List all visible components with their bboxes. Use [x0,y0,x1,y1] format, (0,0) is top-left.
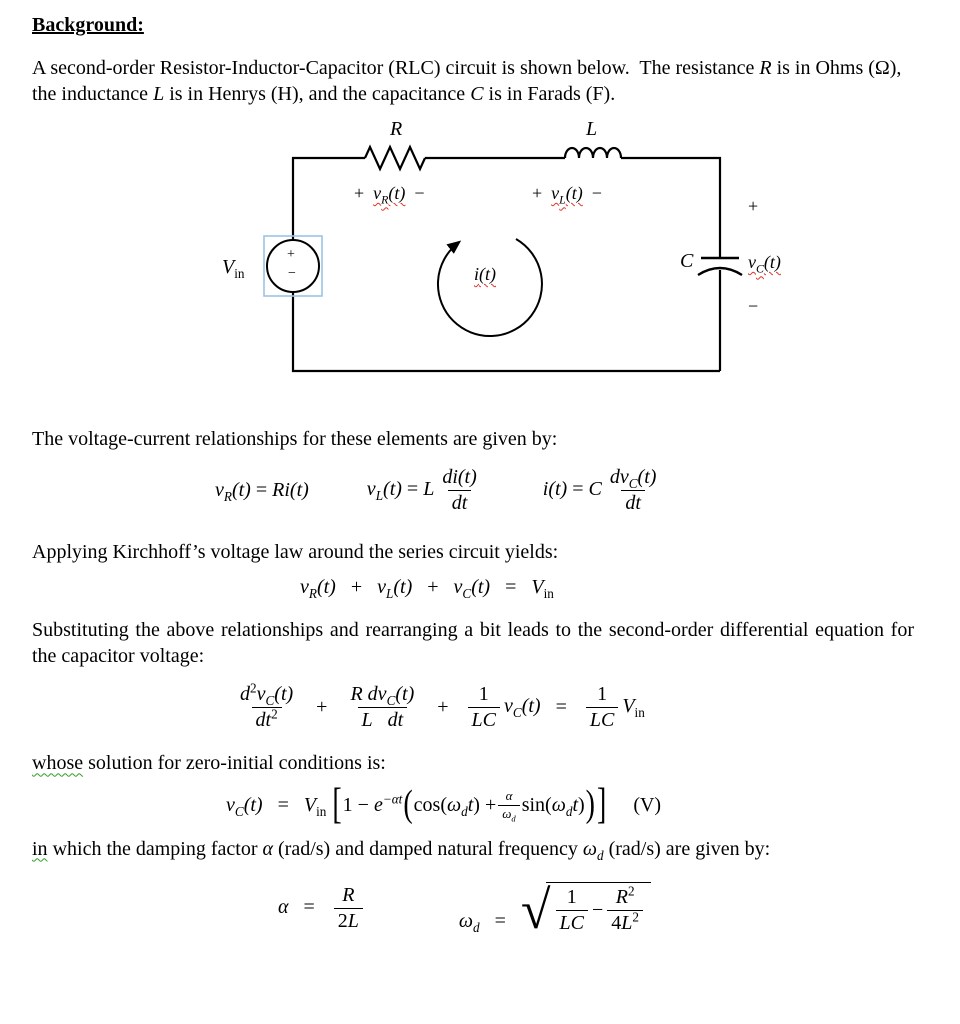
circuit-svg [215,130,795,392]
alpha-equation: α = $\frac{R}{2L}$ [278,884,367,933]
fraction: $\frac{1}{LC}$ [586,683,618,732]
eq-capacitor [543,466,665,515]
square-root [520,879,651,940]
volts-unit: (V) [633,793,662,816]
right-paren: ) [585,783,595,826]
page-title: Background: [32,14,144,36]
loop-current-label: i(t) [474,263,497,284]
omega-equation: $\omega_d$ = √ $\frac{1}{LC}$ − $\frac{R^2}{4L^2}$ [459,882,651,935]
fraction: $\frac{di(t)}{dt}$ [442,466,477,515]
text-kvl: Applying Kirchhoff’s voltage law around the series circuit yields: [32,541,559,564]
radical-sign: √ [520,879,551,940]
kvl-equation [32,576,920,599]
text-damping: in which the damping factor α (rad/s) and damped natural frequency $\omega_d$ (rad/s) are given by: [32,837,771,863]
right-square-bracket: ] [597,780,607,829]
plus-operator: + [437,696,449,719]
element-equations [32,466,920,515]
capacitor-voltage-label: $v_C(t)$ [748,251,781,276]
ode-term2: $\frac{R dv_C(t)}{\text{L dt}}$ [350,683,415,732]
capacitor-label: C [680,249,694,272]
left-square-bracket: [ [332,780,342,829]
current-loop-arrow [438,239,542,336]
intro-paragraph: A second-order Resistor-Inductor-Capacitor (RLC) circuit is shown below. The resistance R is in Ohms (Ω), the inductance L is in Henrys (H), and the capacitance C is in Farads (F). [32,57,902,106]
eq-inductor-lhs: $v_L(t) = L$ [366,478,435,504]
equals-operator: = [555,696,567,719]
fraction: $\frac{dv_C(t)}{dt}$ [609,466,657,515]
eq-inductor [367,466,485,515]
fraction: $\frac{1}{LC}$ [468,683,500,732]
solution-pre: $1 - e^{-\alpha t}$ [342,791,403,816]
resistor-label: R [390,117,403,140]
parameter-equations [32,879,920,940]
vin-label: $V_{in}$ [222,255,245,281]
source-minus-sign: − [288,265,296,281]
solution-cos-term: $\cos(\omega_dt)$ + [413,793,497,819]
alpha-over-omega-fraction: $\frac{\alpha}{\omega_d}$ [498,789,519,822]
solution-lhs: $v_C(t) = V_{in}$ [226,793,327,819]
ode-term1: $\frac{d^2v_C(t)}{dt^2}$ [240,680,294,732]
inductor-label: L [586,117,598,140]
ode-rhs: $\frac{1}{LC}$ $V_{in}$ [582,683,645,732]
eq-capacitor-lhs: i(t) = C [542,478,602,501]
solution-sin-term: $\sin(\omega_dt)$ [521,793,585,819]
eq-resistor: $v_R(t) = Ri(t)$ [215,479,309,505]
wire-bottom [293,292,720,371]
capacitor-minus-sign: − [748,295,759,316]
left-paren: ( [403,783,413,826]
fraction: $\frac{R^2}{4L^2}$ [607,886,643,935]
text-substituting: Substituting the above relationships and rearranging a bit leads to the second-order differential equation for the capacitor voltage: [32,618,914,667]
wire-top-right [621,158,720,258]
text-solution-intro: whose solution for zero-initial conditions is: [32,752,386,775]
minus-operator: − [592,899,604,921]
circuit-diagram [32,116,920,404]
ode-equation [32,680,920,732]
text-relationships: The voltage-current relationships for these elements are given by: [32,427,558,450]
resistor-symbol [365,147,425,169]
solution-equation [32,780,920,829]
fraction: $\frac{R}{2L}$ [334,884,363,933]
kvl-expression: $v_R(t) + v_L(t) + v_C(t) = V_{in}$ [300,575,554,601]
ode-term3: $\frac{1}{LC}$ $v_C(t)$ [464,683,541,732]
inductor-symbol [565,148,621,158]
plus-operator: + [316,696,328,719]
resistor-voltage-label: + $v_R(t)$ − [354,182,425,207]
inductor-voltage-label: + $v_L(t)$ − [532,182,602,207]
fraction: $\frac{1}{LC}$ [556,886,588,935]
radicand [546,882,651,935]
source-plus-sign: + [287,246,295,262]
capacitor-plus-sign: + [748,195,759,216]
